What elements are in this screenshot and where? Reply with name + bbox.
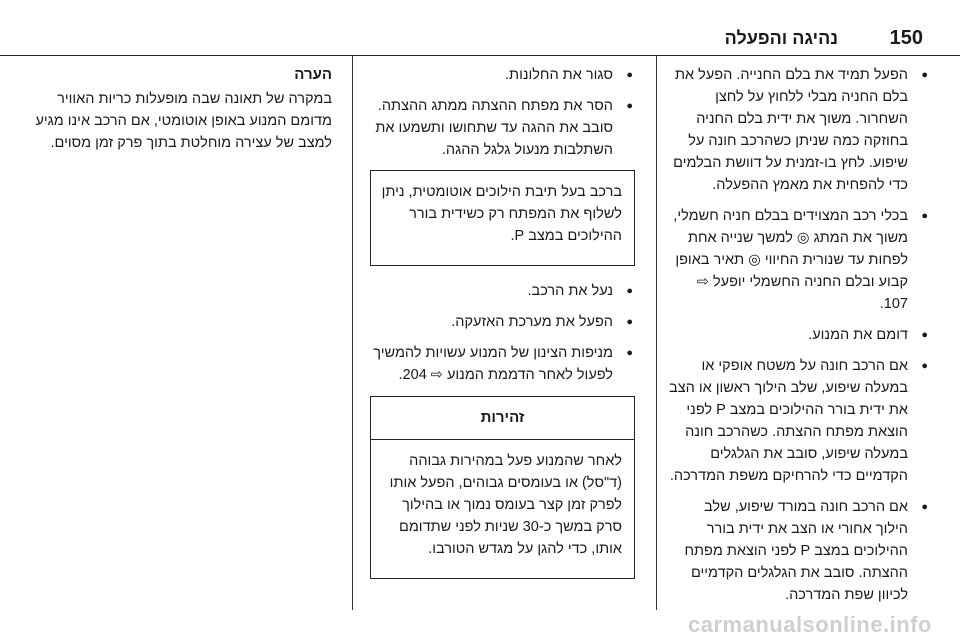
column-divider-left: [352, 56, 353, 610]
list-item: ● בכלי רכב המצוידים בבלם חניה חשמלי, משוך את המתג ◎ למשך שנייה אחת לפחות עד שנורית החיווי ◎ תאיר באופן קבוע ובלם החניה החשמלי יופעל ⇨ 107.: [668, 205, 930, 315]
note-title: הערה: [294, 66, 332, 83]
caution-box: [370, 396, 635, 579]
watermark: carmanualsonline.info: [688, 612, 932, 637]
auto-transmission-note-box: [370, 170, 635, 266]
caution-title: זהירות: [371, 397, 634, 440]
column-divider-right: [656, 56, 657, 610]
list-item: ● מניפות הצינון של המנוע עשויות להמשיך לפעול לאחר הדממת המנוע ⇨ 204.: [370, 342, 635, 386]
list-item: ● סגור את החלונות.: [370, 64, 635, 86]
list-item: ● אם הרכב חונה במורד שיפוע, שלב הילוך אחורי או הצב את ידית בורר ההילוכים במצב P לפני הוצאת מפתח ההצתה. סובב את הגלגלים הקדמיים לכיוון שפת המדרכה.: [668, 496, 930, 606]
chapter-title: נהיגה והפעלה: [724, 28, 838, 48]
column-left: [22, 64, 332, 163]
list-item: ● הסר את מפתח ההצתה ממתג ההצתה. סובב את ההגה עד שתחושו ותשמעו את השתלבות מנעול גלגל ההגה.: [370, 95, 635, 161]
auto-transmission-note: ברכב בעל תיבת הילוכים אוטומטית, ניתן לשלוף את המפתח רק כשידית בורר ההילוכים במצב P.: [381, 184, 622, 244]
list-item: ● הפעל את מערכת האזעקה.: [370, 311, 635, 333]
column-right: [668, 64, 930, 615]
page-number: 150: [889, 27, 923, 49]
list-item: ● הפעל תמיד את בלם החנייה. הפעל את בלם החניה מבלי ללחוץ על לחצן השחרור. משוך את ידית בלם החניה בחוזקה כמה שניתן כשהרכב חונה על שיפוע. לחץ בו-זמנית על דוושת הבלמים כדי להפחית את מאמץ ההפעלה.: [668, 64, 930, 196]
list-item: ● דומם את המנוע.: [668, 324, 930, 346]
parking-steps-list-3: [370, 280, 635, 386]
header-rule: [0, 55, 960, 56]
note-text: במקרה של תאונה שבה מופעלות כריות האוויר מדומם המנוע באופן אוטומטי, אם הרכב אינו מגיע למצב של עצירה מוחלטת בתוך פרק זמן מסוים.: [35, 91, 332, 151]
list-item: ● אם הרכב חונה על משטח אופקי או במעלה שיפוע, שלב הילוך ראשון או הצב את ידית בורר ההילוכים במצב P לפני הוצאת מפתח ההצתה. כשהרכב חונה במעלה שיפוע, סובב את הגלגלים הקדמיים כדי להרחיקם משפת המדרכה.: [668, 355, 930, 487]
list-item: ● נעל את הרכב.: [370, 280, 635, 302]
parking-steps-list-2: [370, 64, 635, 161]
column-middle: [370, 64, 635, 579]
parking-steps-list: [668, 64, 930, 606]
caution-text: לאחר שהמנוע פעל במהירות גבוהה (ד"סל) או בעומסים גבוהים, הפעל אותו לפרק זמן קצר בעומס נמוך או בהילוך סרק במשך כ-30 שניות לפני שתדומם אותו, כדי להגן על מגדש הטורבו.: [389, 453, 622, 557]
